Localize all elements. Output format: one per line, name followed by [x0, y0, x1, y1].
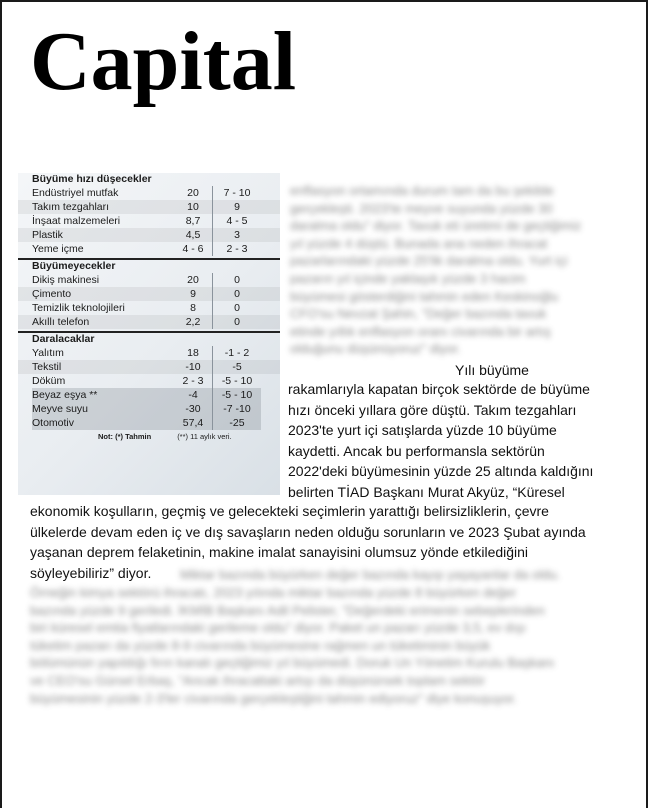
row-value-2024: -5: [232, 361, 242, 373]
table-row: [18, 214, 280, 228]
row-value-2023: 20: [174, 273, 213, 287]
blurred-line: pazarlarındaki yüzde 25'lik daralma oldu. Yurt içi: [290, 253, 568, 269]
table-row: [18, 287, 280, 301]
section-heading: Daralacaklar: [18, 331, 280, 346]
row-value-2023: -4: [174, 388, 213, 402]
row-label: Dikiş makinesi: [32, 274, 100, 286]
blurred-line: yıl yüzde 4 düştü. Bunada ana neden ihracat: [290, 235, 548, 251]
row-value-2024: -5 - 10: [213, 388, 261, 402]
article-line: ekonomik koşulların, geçmiş ve gelecekteki seçimlerin yarattığı belirsizliklerin, çevre: [30, 503, 549, 519]
row-value-2023: 2 - 3: [174, 374, 213, 388]
row-label: Temizlik teknolojileri: [32, 302, 125, 314]
blurred-line: etinde yıllık enflasyon oranı civarında bir artış: [290, 323, 551, 339]
blurred-line: Miktar bazında büyürken değer bazında kayıp yaşayanlar da oldu.: [180, 567, 561, 582]
row-value-2024: 0: [234, 288, 240, 300]
article-line: kaydetti. Ancak bu performansla sektörün: [288, 443, 545, 459]
blurred-line: olduğunu düşünüyoruz" diyor.: [290, 341, 461, 357]
page-border-top: [0, 0, 648, 2]
row-value-2024: -25: [213, 416, 261, 430]
article-line: belirten TİAD Başkanı Murat Akyüz, “Küresel: [288, 484, 565, 500]
blurred-line: CFO'su Nevzat Şahin, "Değer bazında tavuk: [290, 306, 547, 322]
table-row: [18, 374, 280, 388]
article-line: Yılı büyüme: [455, 362, 529, 378]
table-row: [18, 242, 280, 256]
row-value-2023: -10: [174, 360, 213, 374]
section-heading: Büyümeyecekler: [18, 258, 280, 273]
row-value-2024: -5 - 10: [221, 375, 253, 387]
row-label: Döküm: [32, 375, 66, 387]
row-label: Otomotiv: [32, 416, 174, 430]
table-row: [18, 273, 280, 287]
row-label: Plastik: [32, 229, 63, 241]
blurred-line: bazında yüzde 9 geriledi. İKMİB Başkanı Adil Pelister, "Değerdeki erimenin sebeplerinden: [30, 602, 545, 618]
capital-logo: Capital: [30, 15, 297, 108]
article-line: söyleyebiliriz” diyor.: [30, 565, 152, 581]
sector-growth-table: [18, 173, 280, 495]
table-row: [18, 186, 280, 200]
table-row: [18, 200, 280, 214]
row-value-2024: 0: [234, 302, 240, 314]
table-row: [18, 388, 280, 402]
row-value-2023: 9: [174, 287, 213, 301]
table-row: [18, 301, 280, 315]
row-label: Tekstil: [32, 361, 62, 373]
row-label: Meyve suyu: [32, 402, 174, 416]
row-value-2023: 18: [174, 346, 213, 360]
row-value-2024: -7 -10: [213, 402, 261, 416]
blurred-line: Örneğin kimya sektörü ihracatı, 2023 yılında miktar bazında yüzde 8 büyürken değer: [30, 585, 517, 600]
row-label: Beyaz eşya **: [32, 388, 174, 402]
row-label: Yalıtım: [32, 347, 64, 359]
blurred-line: bölümünün yapıldığı fırın kanalı geçtiğimiz yıl büyümedi. Doruk Un Yönetim Kurulu Başkanı: [30, 655, 555, 671]
row-value-2023: 57,4: [174, 416, 213, 430]
row-value-2024: 0: [234, 316, 240, 328]
footnote-estimate: Not: (*) Tahmin: [98, 432, 152, 441]
article-line: ülkelerde devam eden iç ve dış savaşların neden olduğu sorunların ve 2023 Şubat ayında: [30, 524, 586, 540]
page-border-left: [0, 0, 2, 808]
table-footnote: [18, 432, 280, 441]
row-label: Endüstriyel mutfak: [32, 187, 119, 199]
table-row: [18, 402, 280, 416]
row-value-2024: -1 - 2: [224, 347, 250, 359]
blurred-line: büyümesinin yüzde 2-3'ler civarında gerçekleştiğini tahmin ediyoruz" diye konuşuyor.: [30, 690, 517, 706]
row-value-2023: 10: [174, 200, 213, 214]
article-line: 2023'te yurt içi satışlarda yüzde 10 büyüme: [288, 422, 557, 438]
row-value-2024: 4 - 5: [226, 215, 248, 227]
table-row: [18, 315, 280, 329]
row-value-2024: 9: [234, 201, 240, 213]
section-heading: Büyüme hızı düşecekler: [32, 173, 152, 185]
blurred-paragraph-top: [290, 182, 610, 358]
row-value-2024: 7 - 10: [223, 187, 251, 199]
blurred-paragraph-bottom: [30, 584, 630, 707]
row-value-2024: 0: [234, 274, 240, 286]
blurred-line: biri küresel emtia fiyatlarındaki gerileme oldu" diyor. Paket un pazarı yüzde 3,5, ev dışı: [30, 620, 526, 636]
table-row: [18, 346, 280, 360]
blurred-line: büyümesi gösterdiğini tahmin eden Keskinoğlu: [290, 288, 559, 304]
row-value-2024: 3: [234, 229, 240, 241]
table-row: [18, 360, 280, 374]
row-value-2023: 2,2: [174, 315, 213, 329]
table-row: [18, 416, 280, 430]
row-value-2023: 8: [174, 301, 213, 315]
row-label: İnşaat malzemeleri: [32, 215, 121, 227]
table-row: [18, 228, 280, 242]
row-label: Takım tezgahları: [32, 201, 110, 213]
blurred-line: gerçekleşti. 2023'te meyve suyunda yüzde 30: [290, 200, 553, 216]
row-value-2023: 20: [174, 186, 213, 200]
row-value-2024: 2 - 3: [226, 243, 248, 255]
blurred-line: enflasyon ortamında durum tam da bu şekilde: [290, 183, 554, 198]
blurred-line: ve CEO'su Gürsel Erbaş, "Ancak ihracattaki artışı da düşünürsek toplam sektör: [30, 672, 486, 688]
blurred-line: daralma oldu" diyor. Tavuk eti üretimi de geçtiğimiz: [290, 218, 582, 234]
article-line: hızı önceki yıllara göre düştü. Takım tezgahları: [288, 402, 577, 418]
footnote-11-month: (**) 11 aylık veri.: [177, 432, 232, 441]
row-value-2023: 4 - 6: [174, 242, 213, 256]
row-value-2023: -30: [174, 402, 213, 416]
row-label: Yeme içme: [32, 243, 84, 255]
article-line: 2022'deki büyümesinin yüzde 25 altında kaldığını: [288, 463, 594, 479]
article-line: rakamlarıyla kapatan birçok sektörde de büyüme: [288, 381, 590, 397]
row-value-2023: 4,5: [174, 228, 213, 242]
row-label: Akıllı telefon: [32, 316, 90, 328]
article-line: yaşanan deprem felaketinin, makine imalat sanayisini olumsuz yönde etkilediğini: [30, 544, 529, 560]
row-value-2023: 8,7: [174, 214, 213, 228]
row-label: Çimento: [32, 288, 72, 300]
blurred-line: pazarın yıl içinde yaklaşık yüzde 3 hacim: [290, 270, 526, 286]
blurred-line: tüketim pazarı da yüzde 8-9 civarında büyümesine rağmen un tüketiminin büyük: [30, 637, 491, 653]
